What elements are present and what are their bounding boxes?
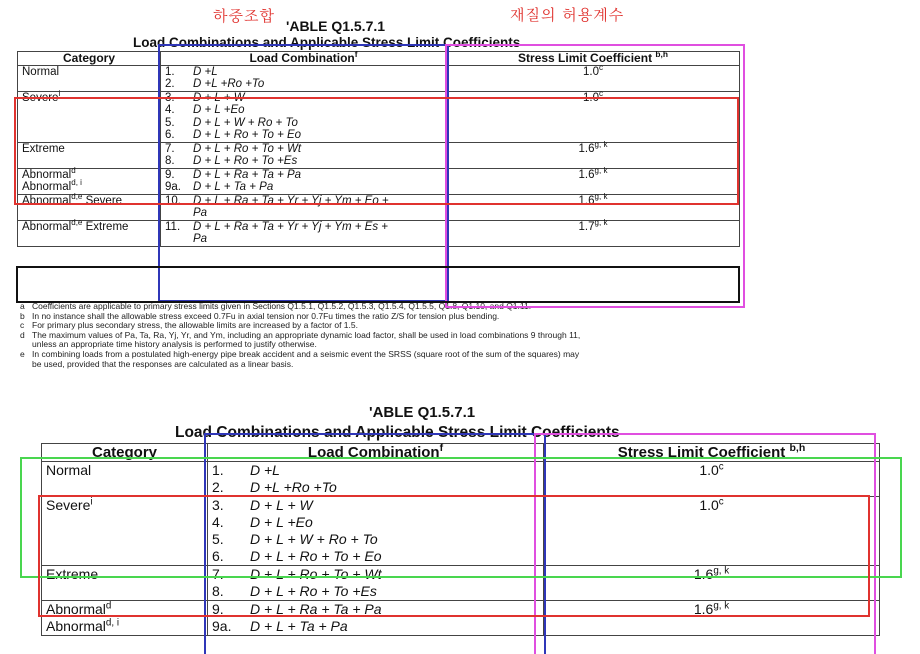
header-load-combination: Load Combination$^f$	[161, 52, 447, 66]
table-row	[18, 220, 740, 246]
load-combination-cell	[208, 566, 544, 601]
load-combination-line: 3. D + L + W	[165, 91, 245, 104]
stress-coefficient-cell: 1.6$^{g, k}$	[447, 194, 740, 220]
load-combination-line: 4. D + L +Eo	[165, 104, 245, 116]
load-combination-cell	[161, 142, 447, 168]
load-combination-cell	[161, 91, 447, 142]
load-combination-line: Pa	[193, 207, 208, 219]
load-combination-line: 8. D + L + Ro + To +Es	[165, 155, 298, 167]
stress-coefficient-cell: 1.6$^{g, k}$	[447, 168, 740, 194]
table-row	[42, 601, 880, 636]
stress-coefficient-annotation: 재질의 허용계수	[510, 6, 625, 24]
load-combination-cell	[161, 65, 447, 91]
category-cell: Extreme	[42, 566, 208, 601]
load-combination-line: 5. D + L + W + Ro + To	[212, 531, 378, 547]
table-title: Load Combinations and Applicable Stress Limit Coefficients	[133, 35, 521, 50]
category-cell: Abnormal$^d$ Abnormal$^{d, i}$	[18, 168, 161, 194]
header-category: Category	[18, 52, 161, 66]
stress-coefficient-cell: 1.6$^{g, k}$	[544, 566, 880, 601]
stress-coefficient-cell: 1.6$^{g, k}$	[544, 601, 880, 636]
header-stress-limit: Stress Limit Coefficient $^{b,h}$	[447, 52, 740, 66]
stress-coefficient-cell: 1.0$^c$	[447, 91, 740, 142]
load-combination-line: 8. D + L + Ro + To +Es	[212, 583, 377, 599]
load-combination-line: Pa	[193, 233, 208, 245]
bottom-panel	[0, 383, 920, 654]
load-combination-line: 2. D +L +Ro +To	[165, 78, 265, 90]
load-combination-line: 7. D + L + Ro + To + Wt	[165, 142, 302, 155]
load-combination-line: 9. D + L + Ra + Ta + Pa	[212, 601, 382, 617]
stress-coefficient-cell: 1.0$^c$	[544, 462, 880, 497]
load-combination-cell	[208, 601, 544, 636]
load-combination-cell	[208, 497, 544, 566]
load-combination-line: 2. D +L +Ro +To	[212, 479, 337, 495]
footnote: unless an appropriate time history analysis is performed to justify otherwise.	[32, 340, 317, 350]
load-combination-line: 1. D +L	[212, 462, 280, 478]
table-title: Load Combinations and Applicable Stress Limit Coefficients	[175, 424, 620, 441]
footnote: c For primary plus secondary stress, the allowable limits are increased by a factor of 1.5.	[20, 321, 358, 331]
load-combination-annotation: 하중조합	[213, 7, 275, 25]
category-cell: Abnormal$^d$ Abnormal$^{d, i}$	[42, 601, 208, 636]
table-row	[18, 91, 740, 142]
table-header-row	[42, 444, 880, 462]
table-number: 'ABLE Q1.5.7.1	[369, 404, 476, 421]
load-combinations-table	[17, 51, 740, 247]
footnote: be used, provided that the responses are calculated as a linear basis.	[32, 359, 294, 369]
table-row	[18, 142, 740, 168]
category-cell: Severe$^i$	[42, 497, 208, 566]
load-combination-cell	[208, 462, 544, 497]
load-combination-line: 7. D + L + Ro + To + Wt	[212, 566, 382, 582]
load-combination-line: 11. D + L + Ra + Ta + Yr + Yj + Ym + Es +	[165, 220, 388, 233]
category-cell: Extreme	[18, 142, 161, 168]
footnote: b In no instance shall the allowable stress exceed 0.7Fu in axial tension nor 0.7Fu times the ratio Z/S for tension plus bending.	[20, 311, 500, 321]
table-header-row	[18, 52, 740, 66]
category-cell: Abnormal$^{d,e}$ Extreme	[18, 220, 161, 246]
stress-coefficient-cell: 1.6$^{g, k}$	[447, 142, 740, 168]
load-combination-cell	[161, 168, 447, 194]
load-combination-line: 10. D + L + Ra + Ta + Yr + Yj + Ym + Eo +	[165, 194, 389, 207]
load-combination-line: 9a. D + L + Ta + Pa	[212, 618, 348, 634]
table-row	[42, 497, 880, 566]
category-cell: Normal	[18, 65, 161, 91]
header-load-combination: Load Combination$^f$	[208, 444, 544, 462]
load-combination-line: 6. D + L + Ro + To + Eo	[165, 129, 302, 141]
load-combination-line: 9. D + L + Ra + Ta + Pa	[165, 168, 302, 181]
table-row	[42, 566, 880, 601]
stress-coefficient-cell: 1.0$^c$	[447, 65, 740, 91]
load-combination-line: 6. D + L + Ro + To + Eo	[212, 548, 382, 564]
category-cell: Abnormal$^{d,e}$ Severe	[18, 194, 161, 220]
header-category: Category	[42, 444, 208, 462]
table-row	[18, 65, 740, 91]
load-combination-cell	[161, 194, 447, 220]
category-cell: Severe$^i$	[18, 91, 161, 142]
table-row	[42, 462, 880, 497]
load-combination-cell	[161, 220, 447, 246]
footnote: d The maximum values of Pa, Ta, Ra, Yj, Yr, and Ym, including an appropriate dynamic load factor, shall be used in load combinations 9 through 11,	[20, 330, 581, 340]
table-number: 'ABLE Q1.5.7.1	[286, 18, 386, 34]
load-combination-line: 5. D + L + W + Ro + To	[165, 116, 298, 129]
stress-coefficient-cell: 1.0$^c$	[544, 497, 880, 566]
table-row	[18, 194, 740, 220]
load-combination-line: 4. D + L +Eo	[212, 514, 313, 530]
load-combinations-table-zoomed	[41, 443, 880, 636]
load-combination-line: 1. D +L	[165, 65, 218, 78]
load-combination-line: 9a. D + L + Ta + Pa	[165, 181, 274, 193]
footnote: e In combining loads from a postulated high-energy pipe break accident and a seismic event the SRSS (square root of the sum of the squares) may	[20, 349, 580, 359]
stress-coefficient-cell: 1.7$^{g, k}$	[447, 220, 740, 246]
category-cell: Normal	[42, 462, 208, 497]
load-combination-line: 3. D + L + W	[212, 497, 313, 513]
abnormal-extreme-highlight-box	[16, 266, 740, 303]
header-stress-limit: Stress Limit Coefficient $^{b,h}$	[544, 444, 880, 462]
footnote: a Coefficients are applicable to primary stress limits given in Sections Q1.5.1, Q1.5.2, Q1.5.3, Q1.5.4, Q1.5.5, Q1.8, Q1.10, and Q1.11.	[20, 302, 532, 311]
table-footnotes	[20, 302, 740, 369]
table-row	[18, 168, 740, 194]
